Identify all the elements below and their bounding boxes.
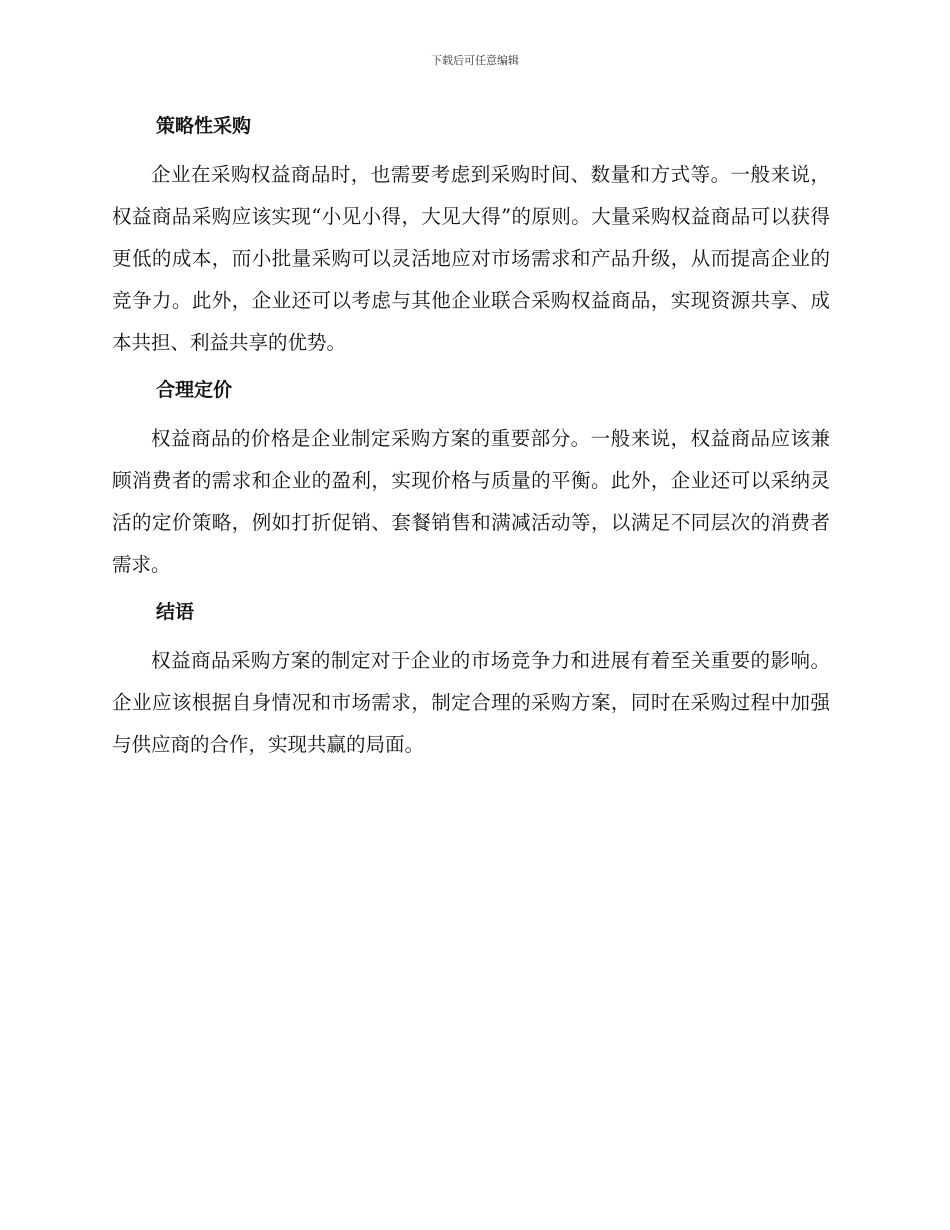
section-reasonable-pricing — [112, 374, 830, 586]
section-paragraph: 权益商品采购方案的制定对于企业的市场竞争力和进展有着至关重要的影响。企业应该根据自身情况和市场需求，制定合理的采购方案，同时在采购过程中加强与供应商的合作，实现共赢的局面。 — [112, 649, 830, 756]
section-paragraph: 企业在采购权益商品时，也需要考虑到采购时间、数量和方式等。一般来说，权益商品采购应该实现“小见小得，大见大得”的原则。大量采购权益商品可以获得更低的成本，而小批量采购可以灵活地应对市场需求和产品升级，从而提高企业的竞争力。此外，企业还可以考虑与其他企业联合采购权益商品，实现资源共享、成本共担、利益共享的优势。 — [112, 163, 830, 354]
section-conclusion — [112, 596, 830, 766]
section-paragraph: 权益商品的价格是企业制定采购方案的重要部分。一般来说，权益商品应该兼顾消费者的需求和企业的盈利，实现价格与质量的平衡。此外，企业还可以采纳灵活的定价策略，例如打折促销、套餐销售和满减活动等，以满足不同层次的消费者需求。 — [112, 427, 830, 576]
section-strategic-procurement — [112, 110, 830, 364]
section-title: 合理定价 — [156, 379, 233, 401]
section-title: 策略性采购 — [156, 115, 252, 137]
page-header: 下载后可任意编辑 — [431, 54, 519, 67]
document-body — [112, 110, 830, 776]
section-title: 结语 — [156, 601, 195, 623]
